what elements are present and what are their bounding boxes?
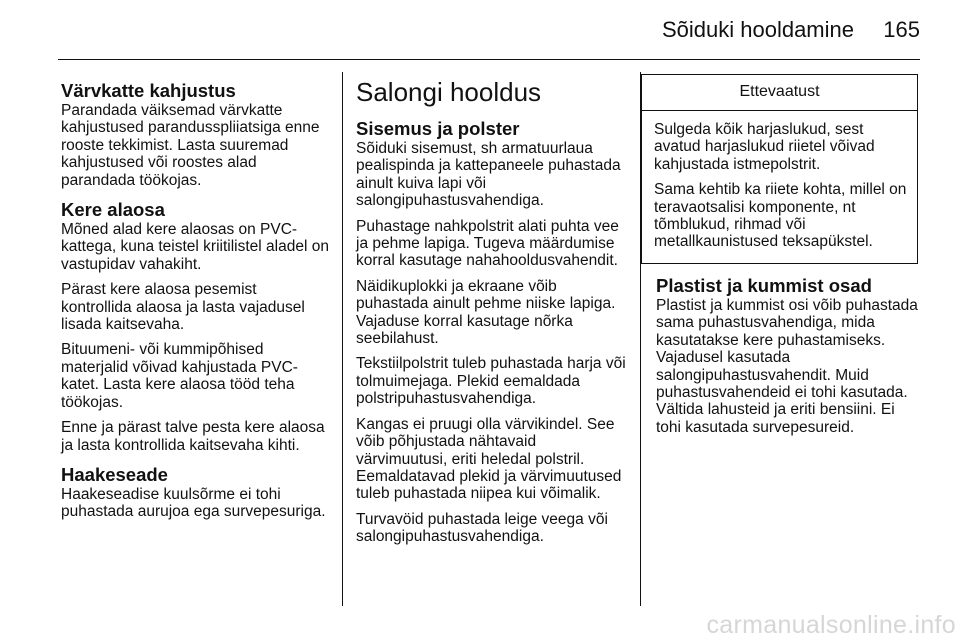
paragraph: Sulgeda kõik harjaslukud, sest avatud harjaslukud riietel võivad kahjustada istmepolstrit. — [654, 121, 875, 173]
section-heading: Värvkatte kahjustus — [61, 80, 236, 101]
header-divider — [58, 59, 920, 60]
paragraph: Kangas ei pruugi olla värvikindel. See võib põhjustada nähtavaid värvimuutusi, eriti heledal polstril. Eemaldatavad plekid ja värvimuutused tuleb puhastada niipea kui võimalik. — [356, 415, 622, 503]
section-heading: Sisemus ja polster — [356, 118, 520, 139]
paragraph: Puhastage nahkpolstrit alati puhta vee ja pehme lapiga. Tugeva määrdumise korral kasutage nahahooldusvahendit. — [356, 217, 619, 270]
paragraph: Pärast kere alaosa pesemist kontrollida alaosa ja lasta vajadusel lisada kaitsevaha. — [61, 281, 305, 334]
paragraph: Enne ja pärast talve pesta kere alaosa ja lasta kontrollida kaitsevaha kihti. — [61, 419, 325, 454]
chapter-title: Sõiduki hooldamine — [661, 17, 854, 42]
paragraph: Haakeseadise kuulsõrme ei tohi puhastada aurujoa ega survepesuriga. — [61, 485, 326, 521]
paragraph: Näidikuplokki ja ekraane võib puhastada ainult pehme niiske lapiga. Vajaduse korral kasutage nõrka seebilahust. — [356, 277, 616, 348]
section-heading: Plastist ja kummist osad — [656, 275, 872, 296]
caution-title: Ettevaatust — [642, 75, 917, 111]
watermark: carmanualsonline.info — [706, 611, 956, 639]
paragraph: Parandada väiksemad värvkatte kahjustused parandusspliiatsiga enne rooste tekkimist. Lasta suuremad kahjustused või roostes alad parandada töökojas. — [61, 102, 320, 189]
column-1 — [61, 70, 331, 531]
section-plastic-rubber — [656, 275, 920, 444]
column-divider — [342, 72, 343, 606]
paragraph: Tekstiilpolstrit tuleb puhastada harja või tolmuimejaga. Plekid eemaldada polstripuhastusvahendiga. — [356, 355, 626, 408]
column-2 — [356, 70, 626, 554]
section-heading: Kere alaosa — [61, 199, 165, 221]
chapter-section-title: Salongi hooldus — [356, 77, 542, 107]
section-heading: Haakeseade — [61, 463, 168, 485]
paragraph: Mõned alad kere alaosas on PVC-kattega, kuna teistel kriitilistel aladel on vastupidav vahakiht. — [61, 221, 329, 273]
section-paint-damage — [61, 80, 331, 189]
caution-box — [641, 74, 918, 264]
section-towbar — [61, 464, 331, 521]
caution-body — [642, 111, 917, 251]
page-number: 165 — [883, 17, 920, 42]
paragraph: Plastist ja kummist osi võib puhastada sama puhastusvahendiga, mida kasutatakse kere puhastamiseks. Vajadusel kasutada salongipuhastusvahendit. Muid puhastusvahendeid ei tohi kasutada. Vältida lahusteid ja eriti bensiini. Ei tohi kasutada survepesureid. — [656, 297, 918, 436]
page-header — [0, 0, 960, 62]
paragraph: Sõiduki sisemust, sh armatuurlaua pealispinda ja kattepaneele puhastada ainult kuiva lapi või salongipuhastusvahendiga. — [356, 140, 621, 210]
paragraph: Turvavöid puhastada leige veega või salongipuhastusvahendiga. — [356, 510, 608, 546]
section-underbody — [61, 199, 331, 454]
paragraph: Sama kehtib ka riiete kohta, millel on teravaotsalisi komponente, nt tõmblukud, rihmad või metallkaunistused teksapükstel. — [654, 181, 907, 251]
paragraph: Bituumeni- või kummipõhised materjalid võivad kahjustada PVC-katet. Lasta kere alaosa tööd teha töökojas. — [61, 341, 298, 411]
